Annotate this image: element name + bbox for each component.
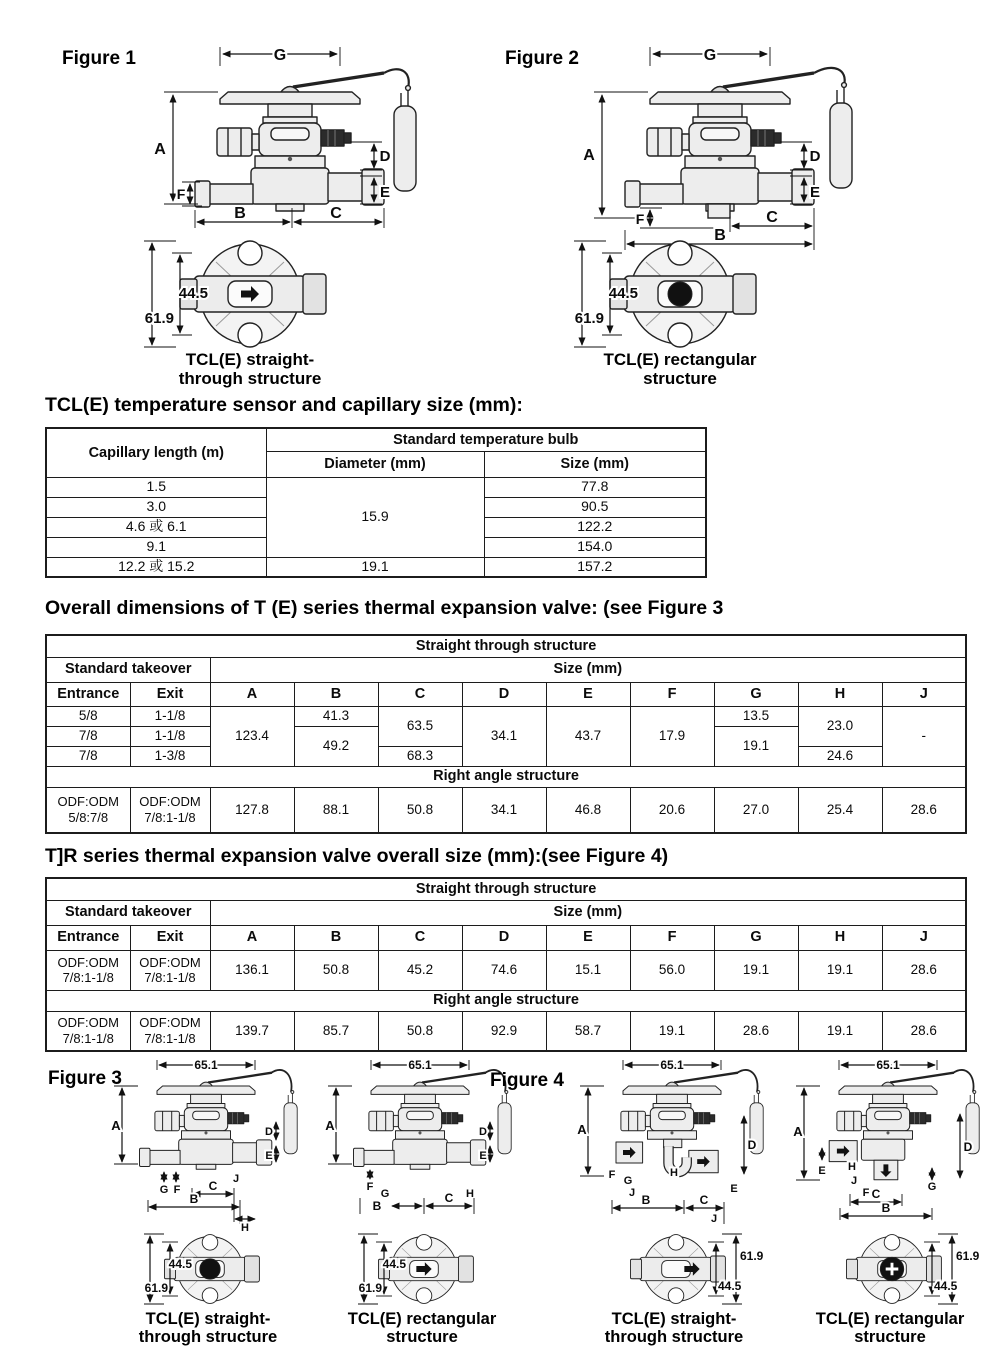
dim-61-9: 61.9 <box>144 310 174 327</box>
dim-label-e: E <box>809 184 821 201</box>
value-cell: 1-1/8 <box>130 706 210 726</box>
value-cell: 74.6 <box>462 950 546 990</box>
heading-capillary: TCL(E) temperature sensor and capillary size (mm): <box>45 394 523 416</box>
svg-text:61.9: 61.9 <box>144 1281 168 1295</box>
svg-text:61.9: 61.9 <box>358 1281 382 1295</box>
t-series-table <box>45 634 967 834</box>
dim-label-b: B <box>234 205 246 222</box>
col-header: Standard takeover <box>46 900 210 925</box>
figure4-rect-drawing <box>790 1056 990 1308</box>
value-cell: 13.5 <box>714 706 798 726</box>
value-cell: 136.1 <box>210 950 294 990</box>
svg-text:G: G <box>927 1181 937 1193</box>
bottom-stub <box>708 204 730 218</box>
svg-text:65.1: 65.1 <box>876 1058 900 1072</box>
svg-text:44.5: 44.5 <box>168 1257 192 1271</box>
dim-label-a: A <box>154 141 166 158</box>
col-header: H <box>798 682 882 706</box>
dim-label-f: F <box>176 186 186 202</box>
col-header: Entrance <box>46 925 130 950</box>
col-header: Standard takeover <box>46 657 210 682</box>
svg-text:H: H <box>241 1222 249 1234</box>
value-cell: 50.8 <box>378 787 462 833</box>
small-dims <box>367 1170 474 1200</box>
dimension-b-c <box>360 1191 474 1214</box>
figure4-rect-caption: TCL(E) rectangular structure <box>815 1310 965 1347</box>
svg-text:44.5: 44.5 <box>934 1279 958 1293</box>
value-cell: 88.1 <box>294 787 378 833</box>
figure4-label: Figure 4 <box>490 1070 564 1091</box>
value-cell: 3.0 <box>46 497 266 517</box>
figure3-straight-caption: TCL(E) straight- through structure <box>138 1310 278 1347</box>
figure4-straight-drawing <box>574 1056 774 1308</box>
col-header: G <box>714 682 798 706</box>
col-header: G <box>714 925 798 950</box>
value-cell: - <box>882 706 966 766</box>
capillary-tube <box>814 68 845 85</box>
svg-text:F: F <box>608 1169 616 1181</box>
dim-44-5: 44.5 <box>608 285 638 302</box>
svg-text:J: J <box>850 1175 858 1187</box>
table-row <box>46 477 706 497</box>
dim-label-c: C <box>766 209 778 226</box>
figure2-caption: TCL(E) rectangular structure <box>603 350 757 389</box>
svg-text:D: D <box>963 1140 973 1154</box>
value-cell: 19.1 <box>798 1011 882 1051</box>
value-cell: 63.5 <box>378 706 462 746</box>
svg-text:H: H <box>670 1167 678 1179</box>
svg-text:61.9: 61.9 <box>956 1249 980 1263</box>
figure3-label: Figure 3 <box>48 1068 122 1089</box>
svg-text:B: B <box>641 1193 651 1207</box>
sensor-bulb <box>394 86 416 191</box>
capillary-table <box>45 427 707 578</box>
svg-text:B: B <box>372 1199 382 1213</box>
col-header: J <box>882 682 966 706</box>
svg-text:J: J <box>232 1173 240 1185</box>
value-cell: 85.7 <box>294 1011 378 1051</box>
valve-angle-view <box>616 1073 738 1173</box>
capillary-tube <box>737 1070 758 1092</box>
value-cell: 25.4 <box>798 787 882 833</box>
value-cell: 7/8 <box>46 726 130 746</box>
svg-text:44.5: 44.5 <box>382 1257 406 1271</box>
capillary-tube <box>384 69 409 88</box>
col-header: Exit <box>130 925 210 950</box>
col-header: H <box>798 925 882 950</box>
value-cell: 7/8 <box>46 746 130 766</box>
port-dot-icon <box>200 1259 220 1279</box>
value-cell: 28.6 <box>714 1011 798 1051</box>
svg-text:G: G <box>380 1188 390 1200</box>
value-cell: 9.1 <box>46 537 266 557</box>
svg-text:B: B <box>189 1192 199 1206</box>
table-row <box>46 1011 966 1051</box>
section-header: Right angle structure <box>46 990 966 1011</box>
value-cell: 19.1 <box>714 950 798 990</box>
cross-section-dims <box>358 1234 406 1304</box>
col-header: B <box>294 682 378 706</box>
figure3-rect-caption: TCL(E) rectangular structure <box>347 1310 497 1347</box>
svg-text:H: H <box>848 1161 856 1173</box>
value-cell: 19.1 <box>798 950 882 990</box>
dimension-d <box>780 142 821 170</box>
svg-text:D: D <box>747 1138 757 1152</box>
svg-text:C: C <box>871 1187 881 1201</box>
dim-label-g: G <box>703 47 717 64</box>
dimension-65-1 <box>623 1058 721 1072</box>
dimension-65-1 <box>371 1058 469 1072</box>
port-cross-icon <box>880 1257 903 1280</box>
col-header: D <box>462 682 546 706</box>
value-cell: 34.1 <box>462 706 546 766</box>
value-cell: ODF:ODM 7/8:1-1/8 <box>46 950 130 990</box>
port-dot-icon <box>668 282 692 306</box>
sensor-bulb <box>830 83 852 188</box>
figure4-straight-subfigure <box>574 1056 774 1346</box>
sensor-bulb <box>284 1091 297 1154</box>
col-header: Size (mm) <box>210 657 966 682</box>
svg-text:F: F <box>862 1187 870 1199</box>
valve-side-view <box>140 1073 272 1170</box>
dimension-g <box>220 47 340 66</box>
col-header: D <box>462 925 546 950</box>
figure1-caption: TCL(E) straight- through structure <box>178 350 322 389</box>
svg-text:F: F <box>366 1181 374 1193</box>
svg-text:A: A <box>111 1118 121 1133</box>
dimension-65-1 <box>157 1058 255 1072</box>
col-header: Diameter (mm) <box>266 451 484 477</box>
small-dims <box>160 1172 239 1196</box>
section-header: Straight through structure <box>46 635 966 657</box>
value-cell: 154.0 <box>484 537 706 557</box>
figure2-label: Figure 2 <box>505 48 579 69</box>
svg-text:A: A <box>577 1122 587 1137</box>
svg-text:J: J <box>628 1187 636 1199</box>
svg-text:A: A <box>325 1118 335 1133</box>
svg-text:E: E <box>479 1150 487 1162</box>
section-header: Right angle structure <box>46 766 966 787</box>
figure2-drawing <box>490 30 970 348</box>
value-cell: 1.5 <box>46 477 266 497</box>
figure4-rect-subfigure <box>790 1056 990 1346</box>
col-header: J <box>882 925 966 950</box>
table-row <box>46 557 706 577</box>
dimension-b-c <box>840 1187 932 1220</box>
svg-text:65.1: 65.1 <box>660 1058 684 1072</box>
value-cell: 15.1 <box>546 950 630 990</box>
value-cell: ODF:ODM 7/8:1-1/8 <box>130 1011 210 1051</box>
figure4 <box>478 1056 998 1346</box>
figure4-straight-caption: TCL(E) straight- through structure <box>604 1310 744 1347</box>
tr-series-table <box>45 877 967 1052</box>
svg-text:C: C <box>699 1193 709 1207</box>
value-cell: 77.8 <box>484 477 706 497</box>
figure3-straight-drawing <box>108 1056 308 1308</box>
svg-text:44.5: 44.5 <box>718 1279 742 1293</box>
value-cell: ODF:ODM 7/8:1-1/8 <box>130 787 210 833</box>
value-cell: 58.7 <box>546 1011 630 1051</box>
dimension-a <box>111 1086 138 1164</box>
figure3-straight-subfigure <box>108 1056 308 1346</box>
col-header: C <box>378 682 462 706</box>
svg-text:G: G <box>159 1184 169 1196</box>
col-header: E <box>546 925 630 950</box>
col-header: Capillary length (m) <box>46 428 266 477</box>
svg-text:G: G <box>623 1175 633 1187</box>
dim-label-e: E <box>379 184 391 201</box>
value-cell: 123.4 <box>210 706 294 766</box>
value-cell: 41.3 <box>294 706 378 726</box>
capillary-tube <box>953 1070 974 1092</box>
svg-text:A: A <box>793 1124 803 1139</box>
svg-text:E: E <box>730 1183 738 1195</box>
table-row <box>46 787 966 833</box>
cross-section-dims <box>924 1234 980 1304</box>
value-cell: 19.1 <box>266 557 484 577</box>
svg-text:61.9: 61.9 <box>740 1249 764 1263</box>
col-header: C <box>378 925 462 950</box>
value-cell: 24.6 <box>798 746 882 766</box>
value-cell: 5/8 <box>46 706 130 726</box>
svg-text:B: B <box>881 1201 891 1215</box>
value-cell: 28.6 <box>882 1011 966 1051</box>
svg-text:C: C <box>208 1179 218 1193</box>
dim-label-a: A <box>583 147 595 164</box>
value-cell: 92.9 <box>462 1011 546 1051</box>
dim-44-5: 44.5 <box>178 285 208 302</box>
value-cell: 90.5 <box>484 497 706 517</box>
cross-section-dims <box>708 1234 764 1304</box>
value-cell: 1-3/8 <box>130 746 210 766</box>
dim-label-c: C <box>330 205 342 222</box>
value-cell: 19.1 <box>630 1011 714 1051</box>
value-cell: 23.0 <box>798 706 882 746</box>
svg-text:65.1: 65.1 <box>194 1058 218 1072</box>
table-row <box>46 706 966 726</box>
value-cell: 56.0 <box>630 950 714 990</box>
col-header: A <box>210 682 294 706</box>
svg-text:J: J <box>710 1213 718 1225</box>
table-row <box>46 950 966 990</box>
figure1-label: Figure 1 <box>62 48 136 69</box>
col-header: A <box>210 925 294 950</box>
value-cell: 17.9 <box>630 706 714 766</box>
value-cell: 49.2 <box>294 726 378 766</box>
svg-text:E: E <box>265 1150 273 1162</box>
value-cell: 20.6 <box>630 787 714 833</box>
col-header: B <box>294 925 378 950</box>
svg-text:F: F <box>173 1184 181 1196</box>
col-header: Size (mm) <box>484 451 706 477</box>
value-cell: ODF:ODM 5/8:7/8 <box>46 787 130 833</box>
dim-label-d: D <box>379 148 391 165</box>
value-cell: 46.8 <box>546 787 630 833</box>
section-header: Straight through structure <box>46 878 966 900</box>
dim-61-9: 61.9 <box>574 310 604 327</box>
svg-text:D: D <box>479 1126 487 1138</box>
svg-text:E: E <box>818 1165 826 1177</box>
cross-section-dims <box>574 241 638 347</box>
value-cell: 1-1/8 <box>130 726 210 746</box>
svg-text:D: D <box>265 1126 273 1138</box>
svg-text:H: H <box>466 1188 474 1200</box>
dim-label-g: G <box>273 47 287 64</box>
value-cell: 122.2 <box>484 517 706 537</box>
dimension-65-1 <box>839 1058 937 1072</box>
value-cell: 68.3 <box>378 746 462 766</box>
heading-tr-series: T]R series thermal expansion valve overall size (mm):(see Figure 4) <box>45 845 669 867</box>
dimension-a <box>577 1086 604 1176</box>
capillary-tube <box>271 1070 292 1092</box>
value-cell: 28.6 <box>882 787 966 833</box>
group-header: Standard temperature bulb <box>266 428 706 451</box>
dim-label-d: D <box>809 148 821 165</box>
dimension-a <box>793 1086 820 1180</box>
value-cell: 34.1 <box>462 787 546 833</box>
value-cell: ODF:ODM 7/8:1-1/8 <box>130 950 210 990</box>
dim-label-f: F <box>635 211 645 227</box>
valve-side-view <box>354 1073 486 1170</box>
value-cell: 28.6 <box>882 950 966 990</box>
figure1-drawing <box>40 30 480 348</box>
col-header: Size (mm) <box>210 900 966 925</box>
dimension-a <box>325 1086 352 1164</box>
col-header: Exit <box>130 682 210 706</box>
figure2 <box>490 30 970 394</box>
value-cell: 15.9 <box>266 477 484 557</box>
cross-section-view <box>631 1235 726 1304</box>
value-cell: 4.6 或 6.1 <box>46 517 266 537</box>
dimension-d <box>350 142 391 170</box>
col-header: Entrance <box>46 682 130 706</box>
col-header: F <box>630 925 714 950</box>
dimension-g <box>650 47 770 66</box>
value-cell: ODF:ODM 7/8:1-1/8 <box>46 1011 130 1051</box>
cross-section-dims <box>144 241 208 347</box>
value-cell: 127.8 <box>210 787 294 833</box>
svg-text:C: C <box>444 1191 454 1205</box>
value-cell: 19.1 <box>714 726 798 766</box>
col-header: F <box>630 682 714 706</box>
value-cell: 45.2 <box>378 950 462 990</box>
cross-section-dims <box>144 1234 192 1304</box>
value-cell: 27.0 <box>714 787 798 833</box>
heading-t-series: Overall dimensions of T (E) series thermal expansion valve: (see Figure 3 <box>45 597 724 619</box>
dim-label-b: B <box>714 227 726 244</box>
value-cell: 50.8 <box>294 950 378 990</box>
value-cell: 43.7 <box>546 706 630 766</box>
value-cell: 12.2 或 15.2 <box>46 557 266 577</box>
col-header: E <box>546 682 630 706</box>
value-cell: 157.2 <box>484 557 706 577</box>
figure3 <box>40 1056 497 1347</box>
value-cell: 50.8 <box>378 1011 462 1051</box>
svg-text:65.1: 65.1 <box>408 1058 432 1072</box>
figure1 <box>40 30 480 394</box>
value-cell: 139.7 <box>210 1011 294 1051</box>
